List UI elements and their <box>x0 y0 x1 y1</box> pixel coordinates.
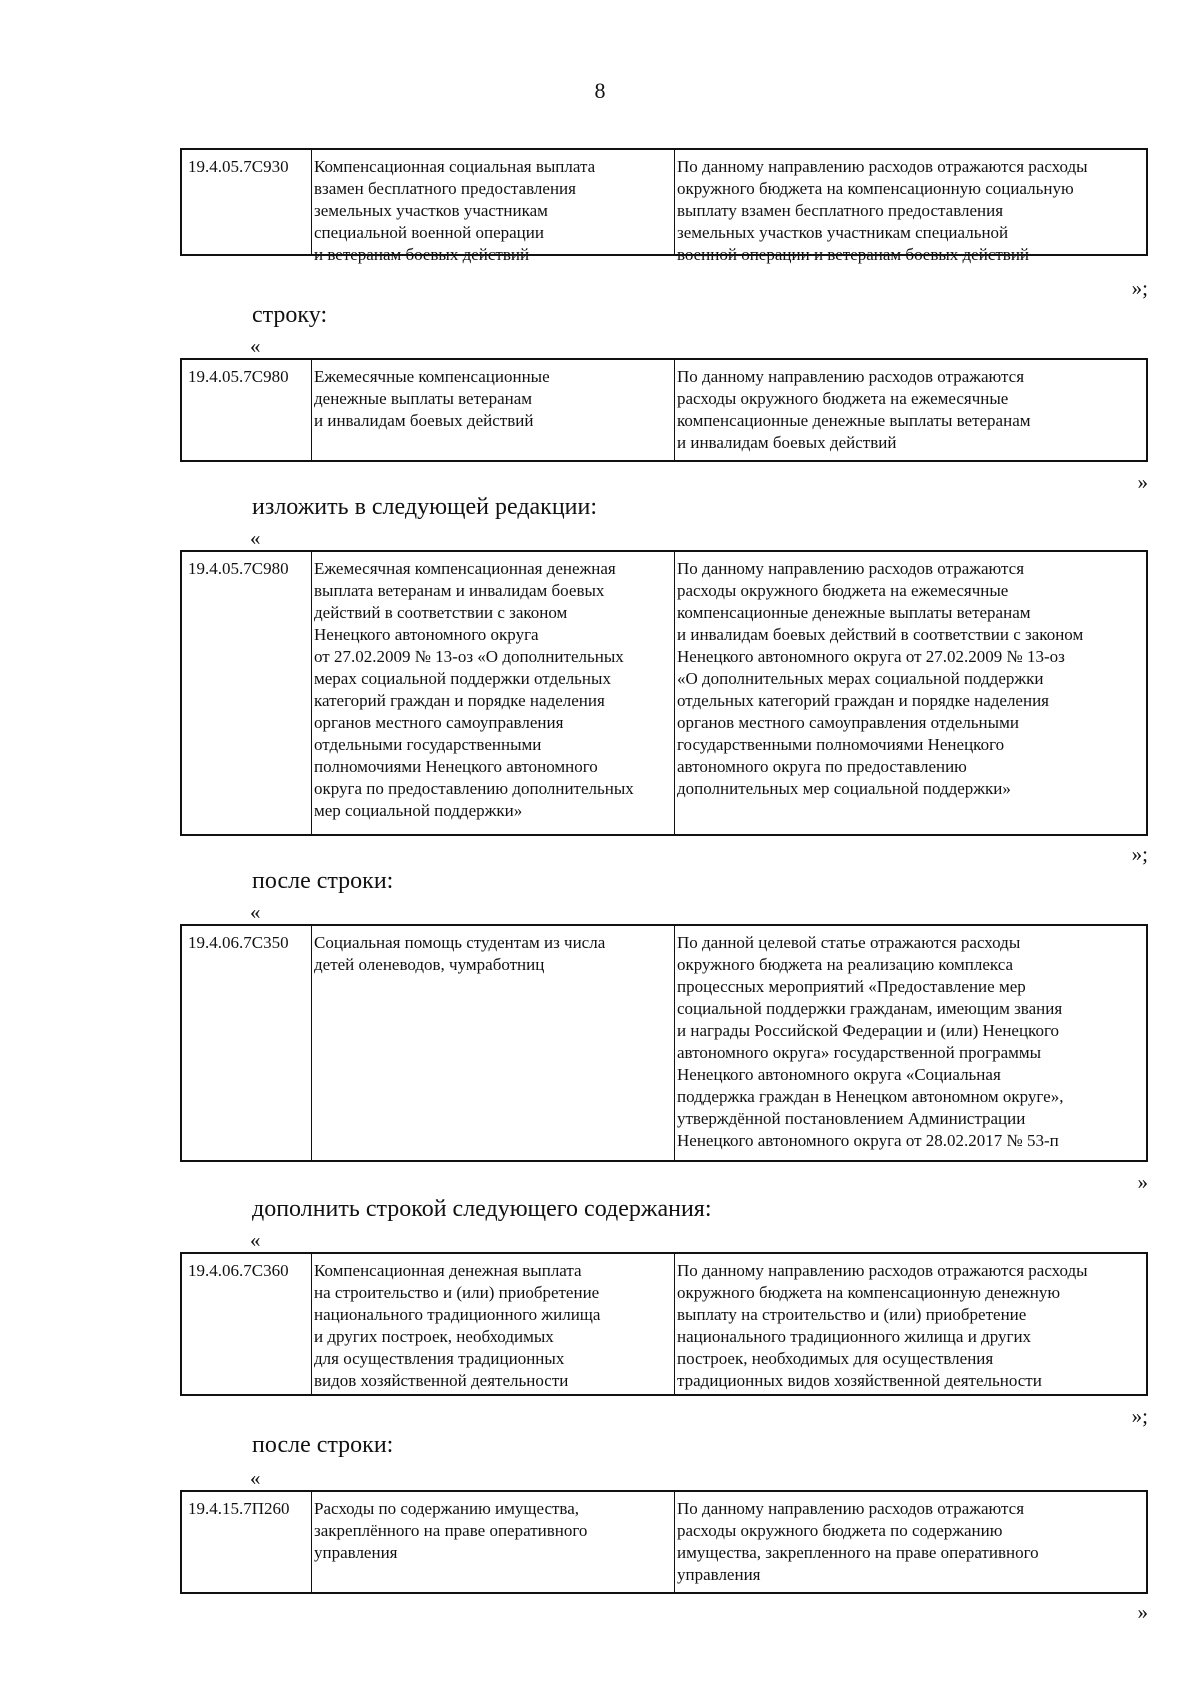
opening-quote: « <box>250 526 261 550</box>
opening-quote: « <box>250 1466 261 1490</box>
section-heading: после строки: <box>252 868 394 894</box>
row-description: По данной целевой статье отражаются расходы окружного бюджета на реализацию комплекса процессных мероприятий «Предоставление мер социальной поддержки гражданам, имеющим звания и награды Российской Федерации и (или) Ненецкого автономного округа» государственной программы Ненецкого автономного округа «Социальная поддержка граждан в Ненецком автономном округе», утверждённой постановлением Администрации Ненецкого автономного округа от 28.02.2017 № 53-п <box>677 933 1064 1150</box>
row-description: По данному направлению расходов отражаются расходы окружного бюджета по содержанию имущества, закрепленного на праве оперативного управления <box>677 1499 1039 1584</box>
closing-quote: » <box>1137 1600 1148 1624</box>
opening-quote: « <box>250 1228 261 1252</box>
row-name: Ежемесячные компенсационные денежные выплаты ветеранам и инвалидам боевых действий <box>312 360 675 460</box>
section-heading: дополнить строкой следующего содержания: <box>252 1196 712 1222</box>
table-row <box>180 1252 1148 1396</box>
table-row <box>180 148 1148 264</box>
row-name: Расходы по содержанию имущества, закреплённого на праве оперативного управления <box>312 1492 675 1592</box>
row-name: Ежемесячная компенсационная денежная выплата ветеранам и инвалидам боевых действий в соответствии с законом Ненецкого автономного округа от 27.02.2009 № 13-оз «О дополнительных мерах социальной поддержки отдельных категорий граждан и порядке наделения органов местного самоуправления отдельными государственными полномочиями Ненецкого автономного округа по предоставлению дополнительных мер социальной поддержки» <box>312 552 675 834</box>
table-row <box>180 1490 1148 1594</box>
opening-quote: « <box>250 900 261 924</box>
table-row <box>180 358 1148 462</box>
row-code: 19.4.05.7С980 <box>182 552 312 834</box>
row-code: 19.4.05.7С930 <box>182 150 312 254</box>
row-description: По данному направлению расходов отражаются расходы окружного бюджета на компенсационную социальную выплату взамен бесплатного предоставления земельных участков участникам специальной военной операции и ветеранам боевых действий <box>677 157 1088 264</box>
section-heading: изложить в следующей редакции: <box>252 494 598 520</box>
row-code: 19.4.06.7С350 <box>182 926 312 1160</box>
row-description: По данному направлению расходов отражаются расходы окружного бюджета на ежемесячные компенсационные денежные выплаты ветеранам и инвалидам боевых действий <box>677 367 1031 452</box>
closing-quote: » <box>1137 1170 1148 1194</box>
row-code: 19.4.06.7С360 <box>182 1254 312 1394</box>
row-description: По данному направлению расходов отражаются расходы окружного бюджета на ежемесячные компенсационные денежные выплаты ветеранам и инвалидам боевых действий в соответствии с законом Ненецкого автономного округа от 27.02.2009 № 13-оз «О дополнительных мерах социальной поддержки отдельных категорий граждан и порядке наделения органов местного самоуправления отдельными государственными полномочиями Ненецкого автономного округа по предоставлению дополнительных мер социальной поддержки» <box>677 559 1084 798</box>
page-number: 8 <box>594 78 606 103</box>
row-name: Компенсационная денежная выплата на строительство и (или) приобретение национального традиционного жилища и других построек, необходимых для осуществления традиционных видов хозяйственной деятельности <box>312 1254 675 1394</box>
row-code: 19.4.05.7С980 <box>182 360 312 460</box>
closing-quote: »; <box>1131 842 1148 866</box>
closing-quote: »; <box>1131 276 1148 300</box>
section-heading: строку: <box>252 302 328 328</box>
table-row <box>180 550 1148 836</box>
row-name: Социальная помощь студентам из числа детей оленеводов, чумработниц <box>312 926 675 1160</box>
opening-quote: « <box>250 334 261 358</box>
table-row <box>180 924 1148 1162</box>
row-description: По данному направлению расходов отражаются расходы окружного бюджета на компенсационную денежную выплату на строительство и (или) приобретение национального традиционного жилища и других построек, необходимых для осуществления традиционных видов хозяйственной деятельности <box>677 1261 1088 1390</box>
closing-quote: » <box>1137 470 1148 494</box>
row-code: 19.4.15.7П260 <box>182 1492 312 1592</box>
closing-quote: »; <box>1131 1404 1148 1428</box>
section-heading: после строки: <box>252 1432 394 1458</box>
row-name: Компенсационная социальная выплата взамен бесплатного предоставления земельных участков участникам специальной военной операции и ветеранам боевых действий <box>312 150 675 254</box>
